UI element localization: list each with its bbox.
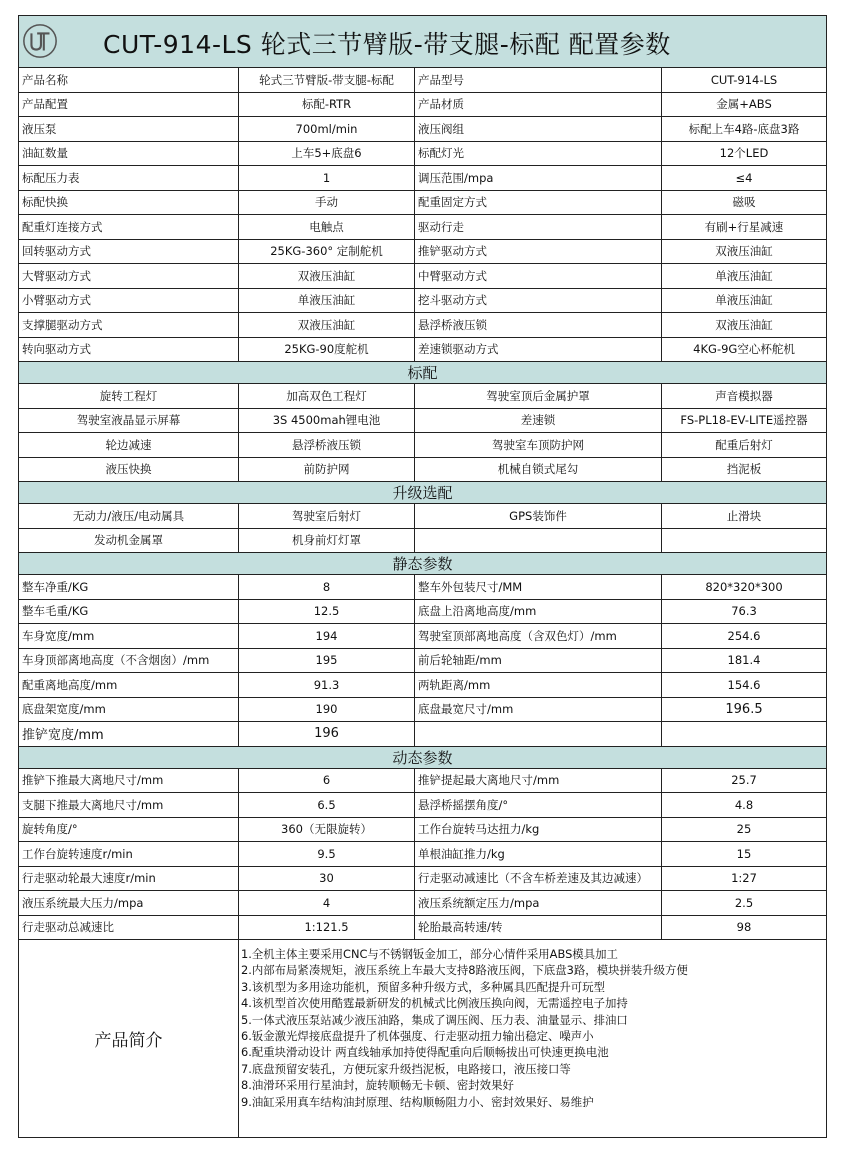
cell: 8 (239, 575, 415, 600)
cell: ≤4 (662, 166, 827, 191)
cell: 4 (239, 891, 415, 916)
cell: 机械自锁式尾勾 (415, 457, 662, 482)
cell: 驾驶室顶部离地高度（含双色灯）/mm (415, 624, 662, 649)
cell: 整车净重/KG (19, 575, 239, 600)
section-header (19, 553, 827, 575)
cell: 旋转角度/° (19, 817, 239, 842)
cell: 190 (239, 697, 415, 722)
cell: 前防护网 (239, 457, 415, 482)
cell: 发动机金属罩 (19, 528, 239, 553)
cell (662, 528, 827, 553)
dynamic-rows-row (19, 842, 827, 867)
cell: 驾驶室顶后金属护罩 (415, 384, 662, 409)
cell: 配重固定方式 (415, 190, 662, 215)
cell: 标配压力表 (19, 166, 239, 191)
dynamic-rows-row (19, 891, 827, 916)
cell: 支撑腿驱动方式 (19, 313, 239, 338)
cell: 机身前灯灯罩 (239, 528, 415, 553)
cell: 整车毛重/KG (19, 599, 239, 624)
cell: 悬浮桥摇摆角度/° (415, 793, 662, 818)
cell: 91.3 (239, 673, 415, 698)
title-bar (19, 16, 827, 68)
cell: 行走驱动轮最大速度r/min (19, 866, 239, 891)
cell: FS-PL18-EV-LITE遥控器 (662, 408, 827, 433)
cell: 1 (239, 166, 415, 191)
static-rows-row (19, 648, 827, 673)
spec-sheet (18, 15, 826, 1138)
spec-rows-row (19, 264, 827, 289)
cell: 无动力/液压/电动属具 (19, 504, 239, 529)
cell: 两轨距离/mm (415, 673, 662, 698)
cell: 驾驶室车顶防护网 (415, 433, 662, 458)
cell: 推铲驱动方式 (415, 239, 662, 264)
cell: 挡泥板 (662, 457, 827, 482)
cell: 转向驱动方式 (19, 337, 239, 362)
static-rows-row (19, 722, 827, 747)
cell (415, 528, 662, 553)
cell: 76.3 (662, 599, 827, 624)
static-rows-row (19, 624, 827, 649)
static-rows-row (19, 599, 827, 624)
cell: 推铲提起最大离地尺寸/mm (415, 768, 662, 793)
intro-list (239, 940, 827, 1138)
static-rows-row (19, 673, 827, 698)
dynamic-rows-row (19, 793, 827, 818)
cell: 双液压油缸 (662, 239, 827, 264)
cell: 9.5 (239, 842, 415, 867)
cell: 单液压油缸 (662, 288, 827, 313)
cell: 底盘最宽尺寸/mm (415, 697, 662, 722)
standard-rows-row (19, 408, 827, 433)
cell: 配重灯连接方式 (19, 215, 239, 240)
list-item: 8.油滑环采用行星油封，旋转顺畅无卡顿、密封效果好 (241, 1078, 514, 1093)
spec-rows-row (19, 190, 827, 215)
cell: 195 (239, 648, 415, 673)
cell: 整车外包装尺寸/MM (415, 575, 662, 600)
cell: 工作台旋转马达扭力/kg (415, 817, 662, 842)
cell: 2.5 (662, 891, 827, 916)
cell: 轮边减速 (19, 433, 239, 458)
spec-rows-row (19, 288, 827, 313)
cell: 196 (239, 722, 415, 747)
spec-rows-row (19, 117, 827, 142)
cell: 底盘上沿离地高度/mm (415, 599, 662, 624)
cell: 3S 4500mah锂电池 (239, 408, 415, 433)
cell: 车身宽度/mm (19, 624, 239, 649)
cell: 回转驱动方式 (19, 239, 239, 264)
cell: 单根油缸推力/kg (415, 842, 662, 867)
upgrade-rows-row (19, 504, 827, 529)
cell: 止滑块 (662, 504, 827, 529)
cell: 行走驱动总减速比 (19, 915, 239, 940)
cell: 轮胎最高转速/转 (415, 915, 662, 940)
cell: 12.5 (239, 599, 415, 624)
list-item: 9.油缸采用真车结构油封原理、结构顺畅阻力小、密封效果好、易维护 (241, 1094, 594, 1109)
cell: 双液压油缸 (239, 264, 415, 289)
cell (662, 722, 827, 747)
cell: 4KG-9G空心杯舵机 (662, 337, 827, 362)
cell: 液压泵 (19, 117, 239, 142)
cell: 254.6 (662, 624, 827, 649)
cell: 700ml/min (239, 117, 415, 142)
standard-rows-row (19, 457, 827, 482)
cell: 悬浮桥液压锁 (239, 433, 415, 458)
cell: 25 (662, 817, 827, 842)
cell: 液压系统额定压力/mpa (415, 891, 662, 916)
spec-rows-row (19, 215, 827, 240)
cell: 194 (239, 624, 415, 649)
cell: 挖斗驱动方式 (415, 288, 662, 313)
section-header (19, 482, 827, 504)
list-item: 6.配重块滑动设计 两直线轴承加持使得配重向后顺畅拔出可快速更换电池 (241, 1045, 609, 1060)
cell: 标配灯光 (415, 141, 662, 166)
cell: 驾驶室后射灯 (239, 504, 415, 529)
cell: 推铲下推最大离地尺寸/mm (19, 768, 239, 793)
cell: 98 (662, 915, 827, 940)
cell: 标配-RTR (239, 92, 415, 117)
cell: 行走驱动减速比（不含车桥差速及其边减速） (415, 866, 662, 891)
cell: 单液压油缸 (239, 288, 415, 313)
dynamic-rows-row (19, 768, 827, 793)
cell: 调压范围/mpa (415, 166, 662, 191)
cell: 轮式三节臂版-带支腿-标配 (239, 68, 415, 93)
cell: 上车5+底盘6 (239, 141, 415, 166)
cell: 6 (239, 768, 415, 793)
cell: 电触点 (239, 215, 415, 240)
cell: 25.7 (662, 768, 827, 793)
dynamic-rows-row (19, 915, 827, 940)
cell: 液压阀组 (415, 117, 662, 142)
cell: 6.5 (239, 793, 415, 818)
cell: 大臂驱动方式 (19, 264, 239, 289)
cell: 磁吸 (662, 190, 827, 215)
cell: 154.6 (662, 673, 827, 698)
spec-table (18, 15, 827, 1138)
cell: GPS装饰件 (415, 504, 662, 529)
page-title: CUT-914-LS 轮式三节臂版-带支腿-标配 配置参数 (103, 30, 671, 59)
cell: 标配快换 (19, 190, 239, 215)
cell: 旋转工程灯 (19, 384, 239, 409)
cell: 支腿下推最大离地尺寸/mm (19, 793, 239, 818)
cell: 产品材质 (415, 92, 662, 117)
list-item: 1.全机主体主要采用CNC与不锈钢钣金加工，部分心情件采用ABS模具加工 (241, 947, 618, 961)
cell: 产品名称 (19, 68, 239, 93)
section-title: 标配 (19, 362, 827, 384)
cell: 加高双色工程灯 (239, 384, 415, 409)
cell: 驱动行走 (415, 215, 662, 240)
cell: 有刷+行星减速 (662, 215, 827, 240)
cell: 油缸数量 (19, 141, 239, 166)
cell: 配重后射灯 (662, 433, 827, 458)
standard-rows-row (19, 384, 827, 409)
cell: 差速锁驱动方式 (415, 337, 662, 362)
section-title: 静态参数 (19, 553, 827, 575)
list-item: 6.钣金激光焊接底盘提升了机体强度、行走驱动扭力输出稳定、噪声小 (241, 1029, 594, 1044)
spec-rows-row (19, 239, 827, 264)
cell: 底盘架宽度/mm (19, 697, 239, 722)
static-rows-row (19, 575, 827, 600)
section-header (19, 746, 827, 768)
cell: 前后轮轴距/mm (415, 648, 662, 673)
cell (415, 722, 662, 747)
cell: 标配上车4路-底盘3路 (662, 117, 827, 142)
ut-circle-logo-icon (21, 22, 59, 60)
cell: 1:27 (662, 866, 827, 891)
cell: 25KG-90度舵机 (239, 337, 415, 362)
cell: 820*320*300 (662, 575, 827, 600)
cell: 双液压油缸 (662, 313, 827, 338)
cell: 产品配置 (19, 92, 239, 117)
cell: 360（无限旋转） (239, 817, 415, 842)
cell: 悬浮桥液压锁 (415, 313, 662, 338)
cell: 工作台旋转速度r/min (19, 842, 239, 867)
cell: 12个LED (662, 141, 827, 166)
section-header (19, 362, 827, 384)
cell: 15 (662, 842, 827, 867)
cell: 30 (239, 866, 415, 891)
spec-rows-row (19, 337, 827, 362)
spec-rows-row (19, 166, 827, 191)
cell: 车身顶部离地高度（不含烟囱）/mm (19, 648, 239, 673)
cell: 配重离地高度/mm (19, 673, 239, 698)
intro-label: 产品简介 (19, 940, 239, 1138)
cell: 小臂驱动方式 (19, 288, 239, 313)
spec-rows-row (19, 141, 827, 166)
upgrade-rows-row (19, 528, 827, 553)
cell: 25KG-360° 定制舵机 (239, 239, 415, 264)
section-title: 动态参数 (19, 746, 827, 768)
dynamic-rows-row (19, 866, 827, 891)
list-item: 4.该机型首次使用酷霆最新研发的机械式比例液压换向阀，无需遥控电子加持 (241, 996, 628, 1011)
cell: 金属+ABS (662, 92, 827, 117)
cell: CUT-914-LS (662, 68, 827, 93)
cell: 196.5 (662, 697, 827, 722)
cell: 液压快换 (19, 457, 239, 482)
list-item: 7.底盘预留安装孔，方便玩家升级挡泥板，电路接口，液压接口等 (241, 1061, 571, 1076)
section-title: 升级选配 (19, 482, 827, 504)
spec-rows-row (19, 313, 827, 338)
list-item: 3.该机型为多用途功能机，预留多种升级方式，多种属具匹配提升可玩型 (241, 979, 605, 994)
spec-rows-row (19, 68, 827, 93)
list-item: 2.内部布局紧凑规矩，液压系统上车最大支持8路液压阀，下底盘3路，模块拼装升级方便 (241, 963, 688, 978)
cell: 双液压油缸 (239, 313, 415, 338)
cell: 差速锁 (415, 408, 662, 433)
cell: 单液压油缸 (662, 264, 827, 289)
cell: 4.8 (662, 793, 827, 818)
list-item: 5.一体式液压泵站减少液压油路，集成了调压阀、压力表、油量显示、排油口 (241, 1012, 628, 1027)
cell: 推铲宽度/mm (19, 722, 239, 747)
cell: 中臂驱动方式 (415, 264, 662, 289)
cell: 181.4 (662, 648, 827, 673)
cell: 液压系统最大压力/mpa (19, 891, 239, 916)
cell: 声音模拟器 (662, 384, 827, 409)
cell: 1:121.5 (239, 915, 415, 940)
dynamic-rows-row (19, 817, 827, 842)
cell: 驾驶室液晶显示屏幕 (19, 408, 239, 433)
spec-rows-row (19, 92, 827, 117)
static-rows-row (19, 697, 827, 722)
intro-row (19, 940, 827, 1138)
cell: 产品型号 (415, 68, 662, 93)
standard-rows-row (19, 433, 827, 458)
cell: 手动 (239, 190, 415, 215)
